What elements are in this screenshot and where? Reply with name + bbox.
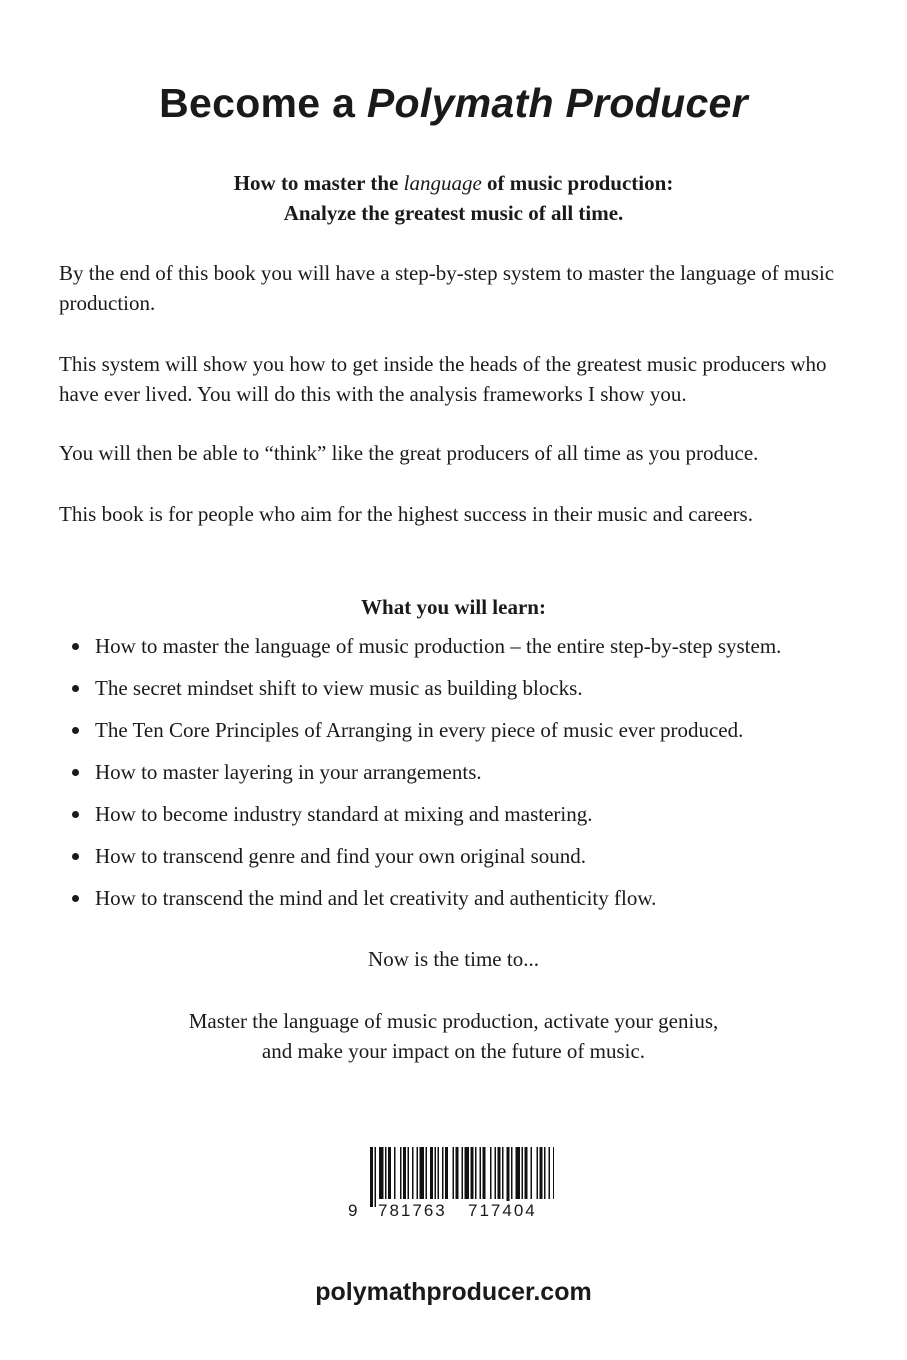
paragraph-audience: This book is for people who aim for the highest success in their music and careers. <box>59 502 753 526</box>
bullet-icon <box>72 895 79 902</box>
barcode-bar <box>408 1147 410 1199</box>
barcode-bar <box>442 1147 444 1199</box>
barcode-bar <box>430 1147 433 1199</box>
barcode-bar <box>553 1147 554 1199</box>
bullet-icon <box>72 727 79 734</box>
isbn-right-digits: 717404 <box>468 1201 537 1220</box>
barcode-bar <box>544 1147 546 1199</box>
learn-heading: What you will learn: <box>361 595 546 619</box>
barcode-bar <box>394 1147 396 1199</box>
barcode-bar <box>370 1147 373 1207</box>
list-item: How to transcend the mind and let creativity and authenticity flow. <box>0 883 907 925</box>
title-italic: Polymath Producer <box>366 80 748 126</box>
barcode-bar <box>511 1147 513 1199</box>
barcode-bar <box>420 1147 425 1199</box>
barcode-bar <box>549 1147 551 1199</box>
bullet-icon <box>72 811 79 818</box>
list-item: How to transcend genre and find your own original sound. <box>0 841 907 883</box>
barcode-bar <box>456 1147 459 1199</box>
title-plain: Become a <box>159 80 367 126</box>
isbn-left-digits: 781763 <box>378 1201 447 1220</box>
barcode-bar <box>385 1147 387 1199</box>
barcode-bar <box>375 1147 377 1207</box>
barcode-bar <box>540 1147 543 1199</box>
isbn-lead-digit: 9 <box>348 1201 358 1220</box>
barcode-bar <box>379 1147 384 1199</box>
barcode-bar <box>522 1147 524 1199</box>
barcode-bar <box>445 1147 448 1199</box>
bullet-icon <box>72 769 79 776</box>
barcode-bar <box>502 1147 504 1199</box>
paragraph-think: You will then be able to “think” like the great producers of all time as you produce. <box>59 441 759 465</box>
subtitle <box>0 168 907 228</box>
list-item: How to master layering in your arrangements. <box>0 757 907 799</box>
barcode-bar <box>507 1147 510 1207</box>
list-item: The Ten Core Principles of Arranging in every piece of music ever produced. <box>0 715 907 757</box>
list-item: How to master the language of music production – the entire step-by-step system. <box>0 631 907 673</box>
subtitle-line-2: Analyze the greatest music of all time. <box>283 201 624 225</box>
barcode-bar <box>525 1147 528 1199</box>
list-item: The secret mindset shift to view music as building blocks. <box>0 673 907 715</box>
closing-line-1: Master the language of music production, activate your genius, <box>188 1009 719 1033</box>
list-item: How to become industry standard at mixing and mastering. <box>0 799 907 841</box>
subtitle-line-1: How to master the language of music production: <box>233 171 674 195</box>
closing-line-2: and make your impact on the future of music. <box>261 1039 646 1063</box>
book-title <box>0 76 907 130</box>
barcode-bar <box>531 1147 533 1199</box>
bullet-icon <box>72 853 79 860</box>
barcode-bar <box>475 1147 477 1199</box>
bullet-icon <box>72 643 79 650</box>
learn-list <box>0 631 907 925</box>
barcode-bar <box>462 1147 464 1199</box>
barcode-bar <box>453 1147 455 1199</box>
barcode-bar <box>480 1147 482 1199</box>
barcode-bar <box>471 1147 474 1199</box>
barcode-bar <box>537 1147 539 1199</box>
barcode <box>346 1147 558 1223</box>
barcode-bar <box>483 1147 486 1199</box>
barcode-bar <box>490 1147 492 1199</box>
barcode-bar <box>498 1147 501 1199</box>
bullet-icon <box>72 685 79 692</box>
barcode-bar <box>465 1147 470 1199</box>
website-url: polymathproducer.com <box>315 1278 592 1306</box>
barcode-bar <box>435 1147 437 1199</box>
barcode-bars <box>370 1147 554 1207</box>
paragraph-system: This system will show you how to get inside the heads of the greatest music producers who have ever lived. You will do this with the analysis frameworks I show you. <box>59 352 827 406</box>
closing-lead: Now is the time to... <box>368 947 539 971</box>
barcode-bar <box>426 1147 428 1199</box>
paragraph-intro: By the end of this book you will have a step-by-step system to master the language of music production. <box>59 261 835 315</box>
barcode-bar <box>388 1147 391 1199</box>
barcode-bar <box>495 1147 497 1199</box>
barcode-bar <box>438 1147 440 1199</box>
barcode-bar <box>412 1147 414 1199</box>
barcode-bar <box>400 1147 402 1199</box>
barcode-bar <box>403 1147 406 1199</box>
barcode-bar <box>417 1147 419 1199</box>
barcode-bar <box>516 1147 521 1199</box>
